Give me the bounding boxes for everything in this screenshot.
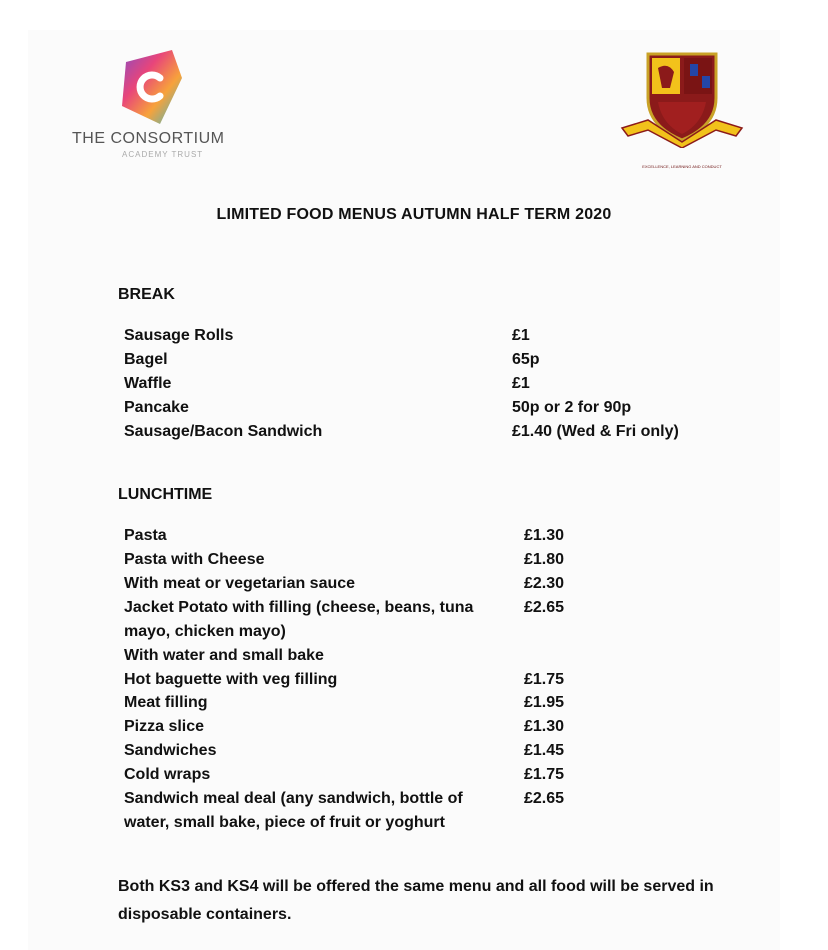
menu-item-price: £1.30 (524, 718, 565, 735)
menu-item-price: £1.95 (524, 694, 565, 711)
org-name: THE CONSORTIUM (72, 130, 225, 147)
menu-item-price: £1.30 (524, 527, 565, 544)
menu-item-name: Sausage Rolls (124, 327, 234, 344)
menu-item-price: 50p or 2 for 90p (512, 399, 632, 416)
menu-item-name: mayo, chicken mayo) (124, 623, 286, 640)
menu-item-name: Pasta with Cheese (124, 551, 265, 568)
menu-item-price: £2.65 (524, 790, 565, 807)
footer-note: Both KS3 and KS4 will be offered the same menu and all food will be served in disposable containers. (118, 878, 714, 923)
school-crest (618, 48, 746, 169)
menu-item-name: Sandwiches (124, 742, 217, 759)
menu-item-name: Meat filling (124, 694, 208, 711)
menu-item-name: Hot baguette with veg filling (124, 671, 338, 688)
menu-item-name: Waffle (124, 375, 172, 392)
menu-item-price: £1 (512, 375, 530, 392)
shield-icon (618, 48, 746, 148)
crest-motto: EXCELLENCE, LEARNING AND CONDUCT (642, 164, 722, 169)
menu-item-price: £2.30 (524, 575, 565, 592)
menu-item-price: £1 (512, 327, 530, 344)
org-subtitle: ACADEMY TRUST (122, 150, 204, 159)
menu-item-name: With water and small bake (124, 647, 324, 664)
consortium-logo (72, 48, 232, 160)
menu-item-name: Sausage/Bacon Sandwich (124, 423, 323, 440)
menu-item-price: £2.65 (524, 599, 565, 616)
menu-item-name: Bagel (124, 351, 168, 368)
menu-item-name: With meat or vegetarian sauce (124, 575, 356, 592)
menu-item-name: Pizza slice (124, 718, 205, 735)
menu-item-name: Pasta (124, 527, 167, 544)
menu-item-price: £1.40 (Wed & Fri only) (512, 423, 679, 440)
menu-item-price: £1.75 (524, 671, 565, 688)
menu-item-price: £1.45 (524, 742, 565, 759)
menu-item-price: 65p (512, 351, 540, 368)
lunch-heading: LUNCHTIME (118, 486, 213, 503)
menu-item-price: £1.75 (524, 766, 565, 783)
break-heading: BREAK (118, 286, 175, 303)
page-title: LIMITED FOOD MENUS AUTUMN HALF TERM 2020 (216, 206, 612, 223)
menu-item-name: Jacket Potato with filling (cheese, beans, tuna (124, 599, 474, 616)
menu-item-name: Sandwich meal deal (any sandwich, bottle of (124, 790, 463, 807)
menu-item-name: water, small bake, piece of fruit or yoghurt (124, 814, 445, 831)
consortium-c-icon (116, 48, 186, 126)
menu-item-name: Pancake (124, 399, 189, 416)
menu-item-name: Cold wraps (124, 766, 211, 783)
menu-item-price: £1.80 (524, 551, 565, 568)
